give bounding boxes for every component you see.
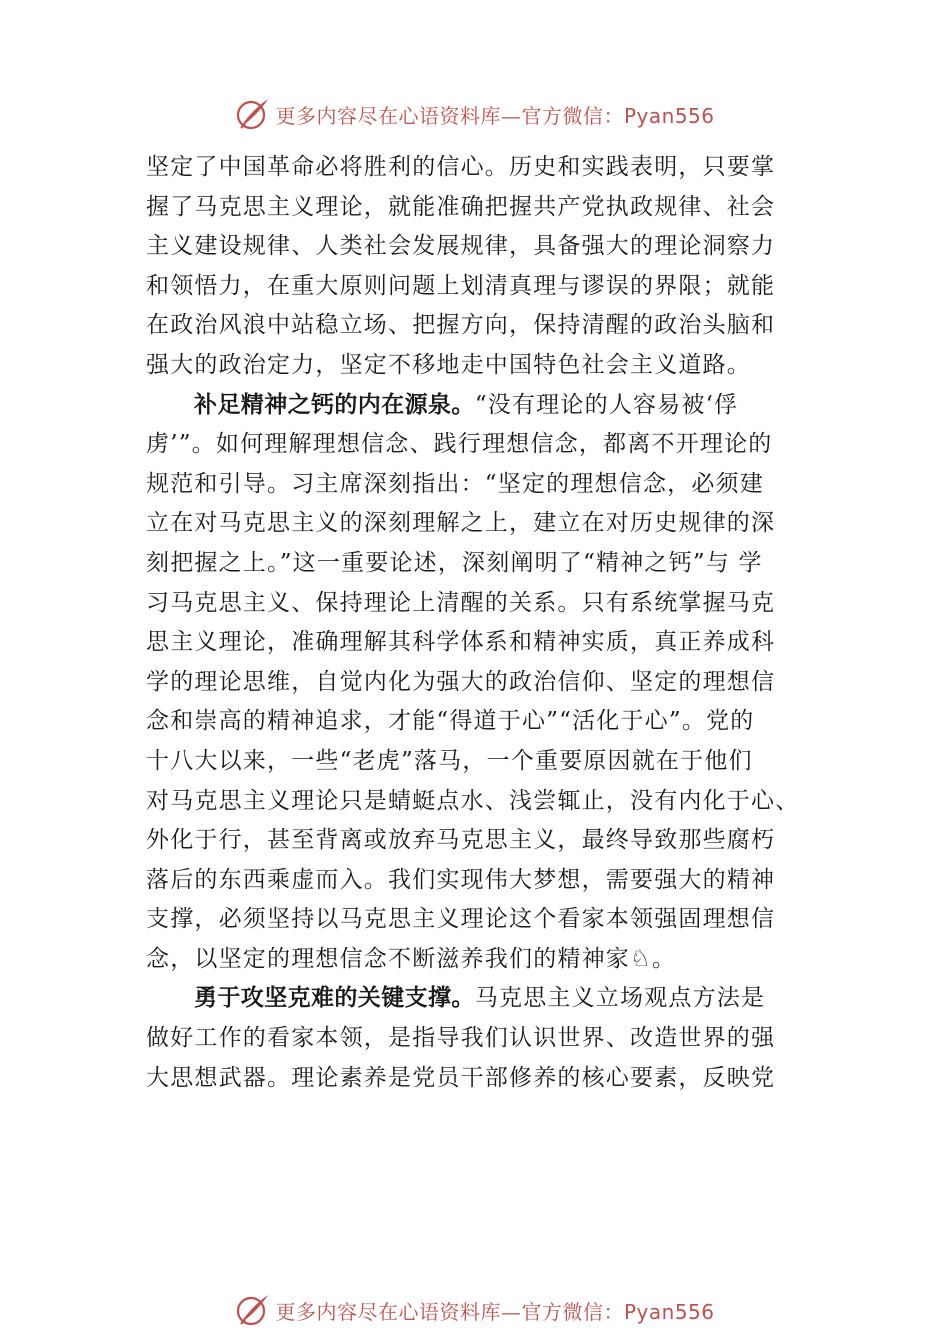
text-line: 落后的东西乘虚而入。我们实现伟大梦想，需要强大的精神 — [146, 866, 776, 893]
text-line: 支撑，必须坚持以马克思主义理论这个看家本领强固理想信 — [146, 906, 776, 933]
text-line: 做好工作的看家本领，是指导我们认识世界、改造世界的强 — [146, 1025, 776, 1052]
text-line: 强大的政治定力，坚定不移地走中国特色社会主义道路。 — [146, 351, 751, 378]
text-line: 十八大以来，一些“老虎”落马，一个重要原因就在于他们 — [146, 747, 753, 774]
section-heading: 补足精神之钙的内在源泉。 — [194, 391, 475, 418]
text-line: 主义建设规律、人类社会发展规律，具备强大的理论洞察力 — [146, 233, 776, 260]
text-line: 习马克思主义、保持理论上清醒的关系。只有系统掌握马克 — [146, 589, 776, 616]
paragraph-first-line — [146, 979, 818, 1019]
text-line: 握了马克思主义理论，就能准确把握共产党执政规律、社会 — [146, 193, 776, 220]
quill-logo-icon — [235, 96, 271, 132]
wechat-id: Pyan556 — [623, 1299, 715, 1324]
section-heading: 勇于攻坚克难的关键支撑。 — [194, 985, 475, 1012]
header-watermark — [0, 92, 950, 136]
wechat-id: Pyan556 — [623, 103, 715, 128]
text-line: 学的理论思维，自觉内化为强大的政治信仰、坚定的理想信 — [146, 668, 776, 695]
text-line: 对马克思主义理论只是蜻蜓点水、浅尝辄止，没有内化于心、 — [146, 787, 800, 814]
watermark-text: 更多内容尽在心语资料库—官方微信：Pyan556 — [275, 1299, 715, 1324]
text-line: 大思想武器。理论素养是党员干部修养的核心要素，反映党 — [146, 1064, 776, 1091]
text-line: 念，以坚定的理想信念不断滋养我们的精神家♘。 — [146, 945, 677, 972]
paragraph-first-line — [146, 386, 818, 426]
document-body — [146, 148, 818, 1098]
footer-watermark — [0, 1288, 950, 1332]
text-run: 马克思主义立场观点方法是 — [474, 985, 766, 1012]
text-line: 坚定了中国革命必将胜利的信心。历史和实践表明，只要掌 — [146, 154, 776, 180]
text-line: 思主义理论，准确理解其科学体系和精神实质，真正养成科 — [146, 629, 776, 656]
text-line: 规范和引导。习主席深刻指出：“坚定的理想信念，必须建 — [146, 470, 764, 497]
text-line: 念和崇高的精神追求，才能“得道于心”“活化于心”。党的 — [146, 708, 755, 735]
text-line: 外化于行，甚至背离或放弃马克思主义，最终导致那些腐朽 — [146, 827, 776, 854]
text-line: 刻把握之上。”这一重要论述，深刻阐明了“精神之钙”与 学 — [146, 549, 763, 576]
watermark-text: 更多内容尽在心语资料库—官方微信：Pyan556 — [275, 103, 715, 128]
text-line: 立在对马克思主义的深刻理解之上，建立在对历史规律的深 — [146, 510, 776, 537]
quill-logo-icon — [235, 1292, 271, 1328]
text-run: “没有理论的人容易被‘俘 — [474, 391, 739, 418]
text-line: 虏’”。如何理解理想信念、践行理想信念，都离不开理论的 — [146, 431, 773, 458]
text-line: 和领悟力，在重大原则问题上划清真理与谬误的界限；就能 — [146, 272, 776, 299]
text-line: 在政治风浪中站稳立场、把握方向，保持清醒的政治头脑和 — [146, 312, 776, 339]
